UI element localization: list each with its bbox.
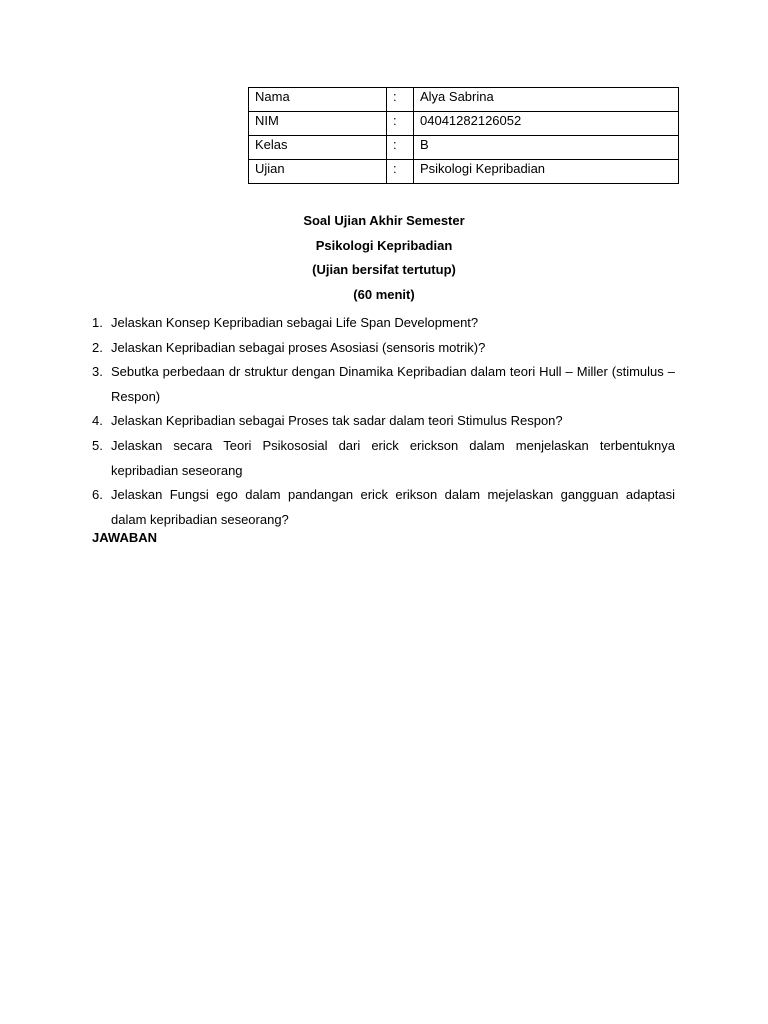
info-separator: :	[387, 112, 414, 136]
info-separator: :	[387, 136, 414, 160]
question-item	[92, 311, 675, 336]
question-text: Jelaskan Konsep Kepribadian sebagai Life Span Development?	[111, 315, 479, 330]
question-text: Jelaskan secara Teori Psikososial dari erick erickson dalam menjelaskan terbentuknya kepribadian seseorang	[111, 437, 675, 478]
info-label: Ujian	[249, 160, 387, 184]
question-list	[92, 311, 675, 532]
exam-title: Soal Ujian Akhir Semester	[303, 213, 465, 228]
question-item	[92, 434, 675, 483]
info-value: Alya Sabrina	[414, 88, 679, 112]
info-value: Psikologi Kepribadian	[414, 160, 679, 184]
student-info-table	[248, 87, 679, 184]
question-number: 3.	[92, 364, 103, 380]
info-value: B	[414, 136, 679, 160]
info-row-kelas	[249, 136, 679, 160]
question-text: Jelaskan Fungsi ego dalam pandangan erick erikson dalam mejelaskan gangguan adaptasi dalam kepribadian seseorang?	[111, 487, 675, 527]
info-label: Nama	[249, 88, 387, 112]
info-row-nama	[249, 88, 679, 112]
info-separator: :	[387, 88, 414, 112]
info-row-nim	[249, 112, 679, 136]
answer-label: JAWABAN	[92, 530, 158, 545]
question-number: 2.	[92, 339, 103, 355]
question-item	[92, 483, 675, 532]
info-value: 04041282126052	[414, 112, 679, 136]
question-item	[92, 336, 675, 361]
info-label: Kelas	[249, 136, 387, 160]
question-number: 5.	[92, 437, 103, 453]
info-label: NIM	[249, 112, 387, 136]
question-item	[92, 360, 675, 409]
exam-type-note: (Ujian bersifat tertutup)	[312, 262, 456, 277]
question-number: 6.	[92, 487, 103, 503]
question-text: Jelaskan Kepribadian sebagai Proses tak sadar dalam teori Stimulus Respon?	[111, 413, 563, 429]
info-row-ujian	[249, 160, 679, 184]
info-separator: :	[387, 160, 414, 184]
exam-duration: (60 menit)	[353, 287, 415, 302]
question-item	[92, 409, 675, 434]
course-title: Psikologi Kepribadian	[315, 238, 453, 253]
question-text: Sebutka perbedaan dr struktur dengan Dinamika Kepribadian dalam teori Hull – Miller (stimulus – Respon)	[111, 364, 675, 404]
question-text: Jelaskan Kepribadian sebagai proses Asosiasi (sensoris motrik)?	[111, 339, 486, 355]
question-number: 1.	[92, 315, 103, 330]
question-number: 4.	[92, 413, 103, 429]
